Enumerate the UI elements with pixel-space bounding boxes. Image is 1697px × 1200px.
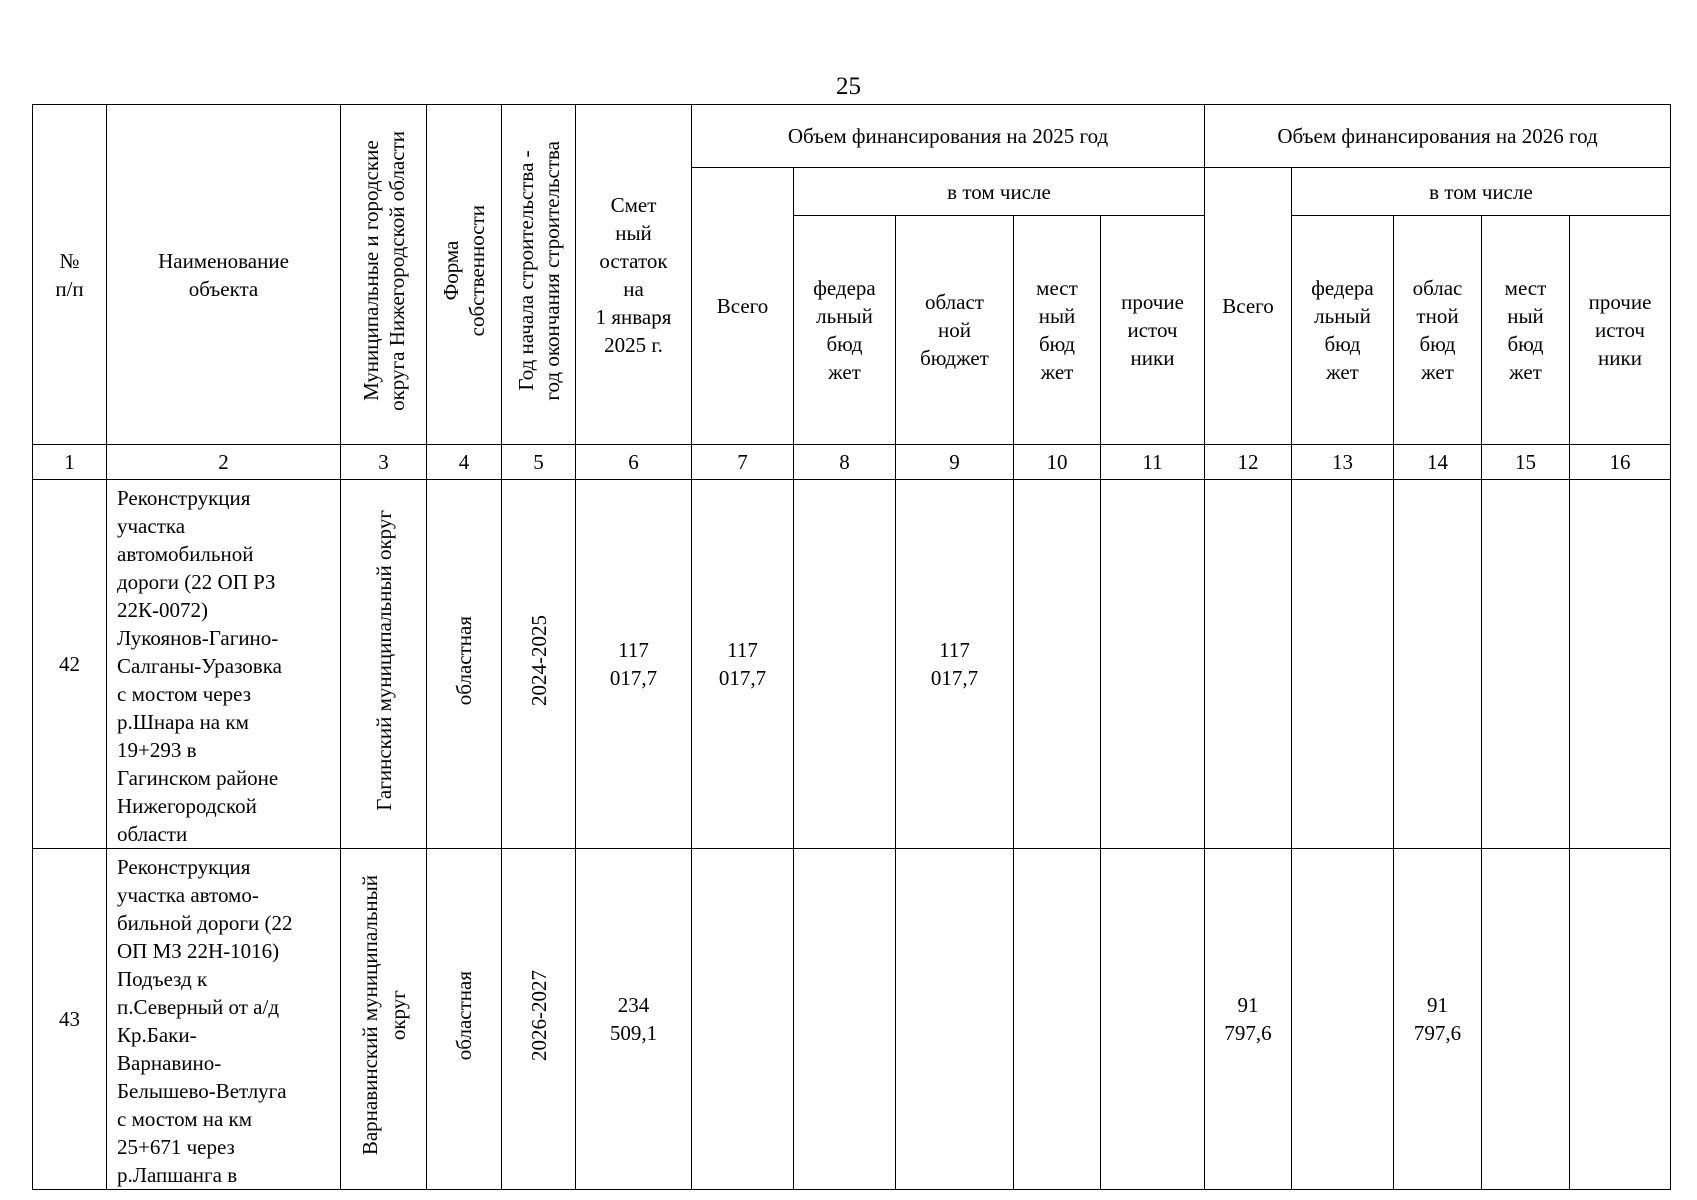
row-regional-2026: 91 797,6 — [1394, 849, 1482, 1190]
row-ownership-cell — [427, 849, 502, 1190]
row-local-2026 — [1482, 480, 1570, 849]
column-number: 8 — [794, 445, 896, 480]
header-municipal: Муниципальные и городские округа Нижегородской области — [358, 131, 409, 411]
header-local-2026: мест ный бюд жет — [1482, 216, 1570, 445]
header-row-1 — [33, 105, 1671, 168]
header-other-2026: прочие источ ники — [1570, 216, 1671, 445]
row-local-2025 — [1014, 480, 1101, 849]
row-other-2026 — [1570, 849, 1671, 1190]
column-number: 3 — [341, 445, 427, 480]
header-name: Наименование объекта — [107, 105, 341, 445]
row-total-2025: 117 017,7 — [692, 480, 794, 849]
row-federal-2026 — [1292, 849, 1394, 1190]
header-years-cell — [502, 105, 576, 445]
row-estimate: 117 017,7 — [576, 480, 692, 849]
row-other-2025 — [1101, 849, 1205, 1190]
header-years: Год начала строительства - год окончания строительства — [513, 141, 564, 401]
row-years-cell — [502, 480, 576, 849]
row-num: 43 — [33, 849, 107, 1190]
column-number: 12 — [1205, 445, 1292, 480]
row-years: 2024-2025 — [526, 615, 551, 706]
column-number: 10 — [1014, 445, 1101, 480]
column-number: 2 — [107, 445, 341, 480]
header-other-2025: прочие источ ники — [1101, 216, 1205, 445]
header-federal-2026: федера льный бюд жет — [1292, 216, 1394, 445]
header-federal-2025: федера льный бюд жет — [794, 216, 896, 445]
row-federal-2025 — [794, 480, 896, 849]
page-number: 25 — [836, 73, 861, 100]
column-number: 15 — [1482, 445, 1570, 480]
row-object-name: Реконструкция участка автомо- бильной дороги (22 ОП МЗ 22Н-1016) Подъезд к п.Северный от а/д Кр.Баки- Варнавино- Белышево-Ветлуга с мостом на км 25+671 через р.Лапшанга в — [107, 849, 341, 1190]
row-object-name: Реконструкция участка автомобильной дороги (22 ОП РЗ 22К-0072) Лукоянов-Гагино- Салганы-Уразовка с мостом через р.Шнара на км 19+293 в Гагинском районе Нижегородской области — [107, 480, 341, 849]
row-local-2026 — [1482, 849, 1570, 1190]
table-row — [33, 849, 1671, 1190]
row-municipal: Гагинский муниципальный округ — [371, 510, 396, 811]
header-estimate: Смет ный остаток на 1 января 2025 г. — [576, 105, 692, 445]
column-number: 9 — [896, 445, 1014, 480]
row-num: 42 — [33, 480, 107, 849]
column-number-row — [33, 445, 1671, 480]
row-local-2025 — [1014, 849, 1101, 1190]
column-number: 4 — [427, 445, 502, 480]
column-number: 1 — [33, 445, 107, 480]
row-regional-2025: 117 017,7 — [896, 480, 1014, 849]
column-number: 7 — [692, 445, 794, 480]
header-ownership: Форма собственности — [439, 205, 489, 337]
row-municipal: Варнавинский муниципальный округ — [357, 875, 410, 1156]
column-number: 5 — [502, 445, 576, 480]
column-number: 6 — [576, 445, 692, 480]
funding-table — [32, 104, 1671, 1190]
header-num: № п/п — [33, 105, 107, 445]
header-total-2026: Всего — [1205, 168, 1292, 445]
row-total-2025 — [692, 849, 794, 1190]
header-total-2025: Всего — [692, 168, 794, 445]
header-funding-2026: Объем финансирования на 2026 год — [1205, 105, 1671, 168]
header-ownership-cell — [427, 105, 502, 445]
header-regional-2025: област ной бюджет — [896, 216, 1014, 445]
column-number: 14 — [1394, 445, 1482, 480]
header-municipal-cell — [341, 105, 427, 445]
row-years-cell — [502, 849, 576, 1190]
row-total-2026 — [1205, 480, 1292, 849]
header-regional-2026: облас тной бюд жет — [1394, 216, 1482, 445]
header-including-2026: в том числе — [1292, 168, 1671, 216]
row-years: 2026-2027 — [526, 970, 551, 1061]
column-number: 11 — [1101, 445, 1205, 480]
row-other-2025 — [1101, 480, 1205, 849]
row-estimate: 234 509,1 — [576, 849, 692, 1190]
column-number: 16 — [1570, 445, 1671, 480]
header-funding-2025: Объем финансирования на 2025 год — [692, 105, 1205, 168]
row-ownership-cell — [427, 480, 502, 849]
row-federal-2025 — [794, 849, 896, 1190]
row-total-2026: 91 797,6 — [1205, 849, 1292, 1190]
table-row — [33, 480, 1671, 849]
row-ownership: областная — [452, 970, 476, 1061]
row-municipal-cell — [341, 480, 427, 849]
row-federal-2026 — [1292, 480, 1394, 849]
header-including-2025: в том числе — [794, 168, 1205, 216]
row-municipal-cell — [341, 849, 427, 1190]
row-regional-2026 — [1394, 480, 1482, 849]
row-regional-2025 — [896, 849, 1014, 1190]
row-ownership: областная — [452, 615, 476, 706]
column-number: 13 — [1292, 445, 1394, 480]
row-other-2026 — [1570, 480, 1671, 849]
header-local-2025: мест ный бюд жет — [1014, 216, 1101, 445]
